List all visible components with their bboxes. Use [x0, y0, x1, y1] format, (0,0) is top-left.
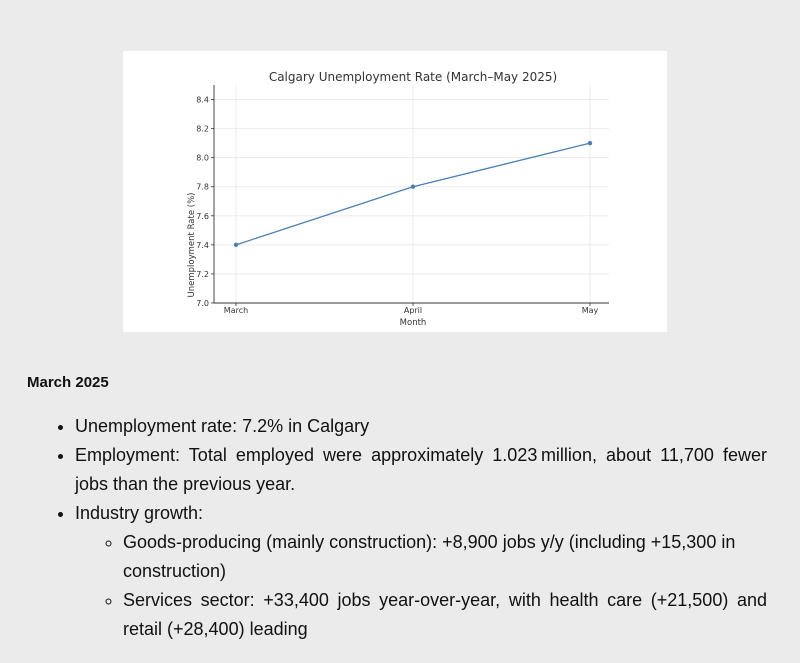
x-tick-label: May	[581, 306, 599, 315]
summary-list	[27, 412, 767, 644]
x-axis-label: Month	[399, 318, 427, 328]
list-item-industry-growth	[75, 499, 767, 644]
data-point	[411, 185, 415, 189]
x-tick-label: April	[403, 306, 423, 315]
y-tick-label: 7.2	[196, 269, 209, 279]
line-chart	[123, 51, 667, 332]
industry-growth-label: Industry growth:	[75, 503, 204, 523]
y-tick-label: 8.0	[196, 153, 209, 163]
chart-card	[123, 51, 667, 332]
list-item-unemployment: • Unemployment rate: 7.2% in Calgary	[75, 412, 767, 441]
y-tick-label: 8.4	[196, 95, 209, 105]
data-point	[588, 141, 592, 145]
y-tick-label: 7.6	[196, 211, 209, 221]
sublist-item-goods: ◦ Goods-producing (mainly construction): +8,900 jobs y/y (including +15,300 in construction)	[123, 528, 767, 586]
industry-sublist	[75, 528, 767, 644]
sublist-item-services: ◦ Services sector: +33,400 jobs year-over-year, with health care (+21,500) and retail (+28,400) leading	[123, 586, 767, 644]
y-tick-label: 7.4	[196, 240, 209, 250]
y-tick-label: 7.0	[196, 299, 209, 308]
y-tick-label: 8.2	[196, 124, 209, 134]
march-2025-section	[27, 374, 767, 644]
list-item-employment: • Employment: Total employed were approximately 1.023 million, about 11,700 fewer jobs than the previous year.	[75, 441, 767, 499]
chart-title: Calgary Unemployment Rate (March–May 2025)	[268, 70, 558, 84]
y-tick-label: 7.8	[196, 182, 209, 192]
data-point	[234, 243, 238, 247]
y-axis-label: Unemployment Rate (%)	[187, 192, 197, 298]
x-tick-label: March	[223, 306, 249, 315]
section-heading: March 2025	[27, 374, 109, 391]
